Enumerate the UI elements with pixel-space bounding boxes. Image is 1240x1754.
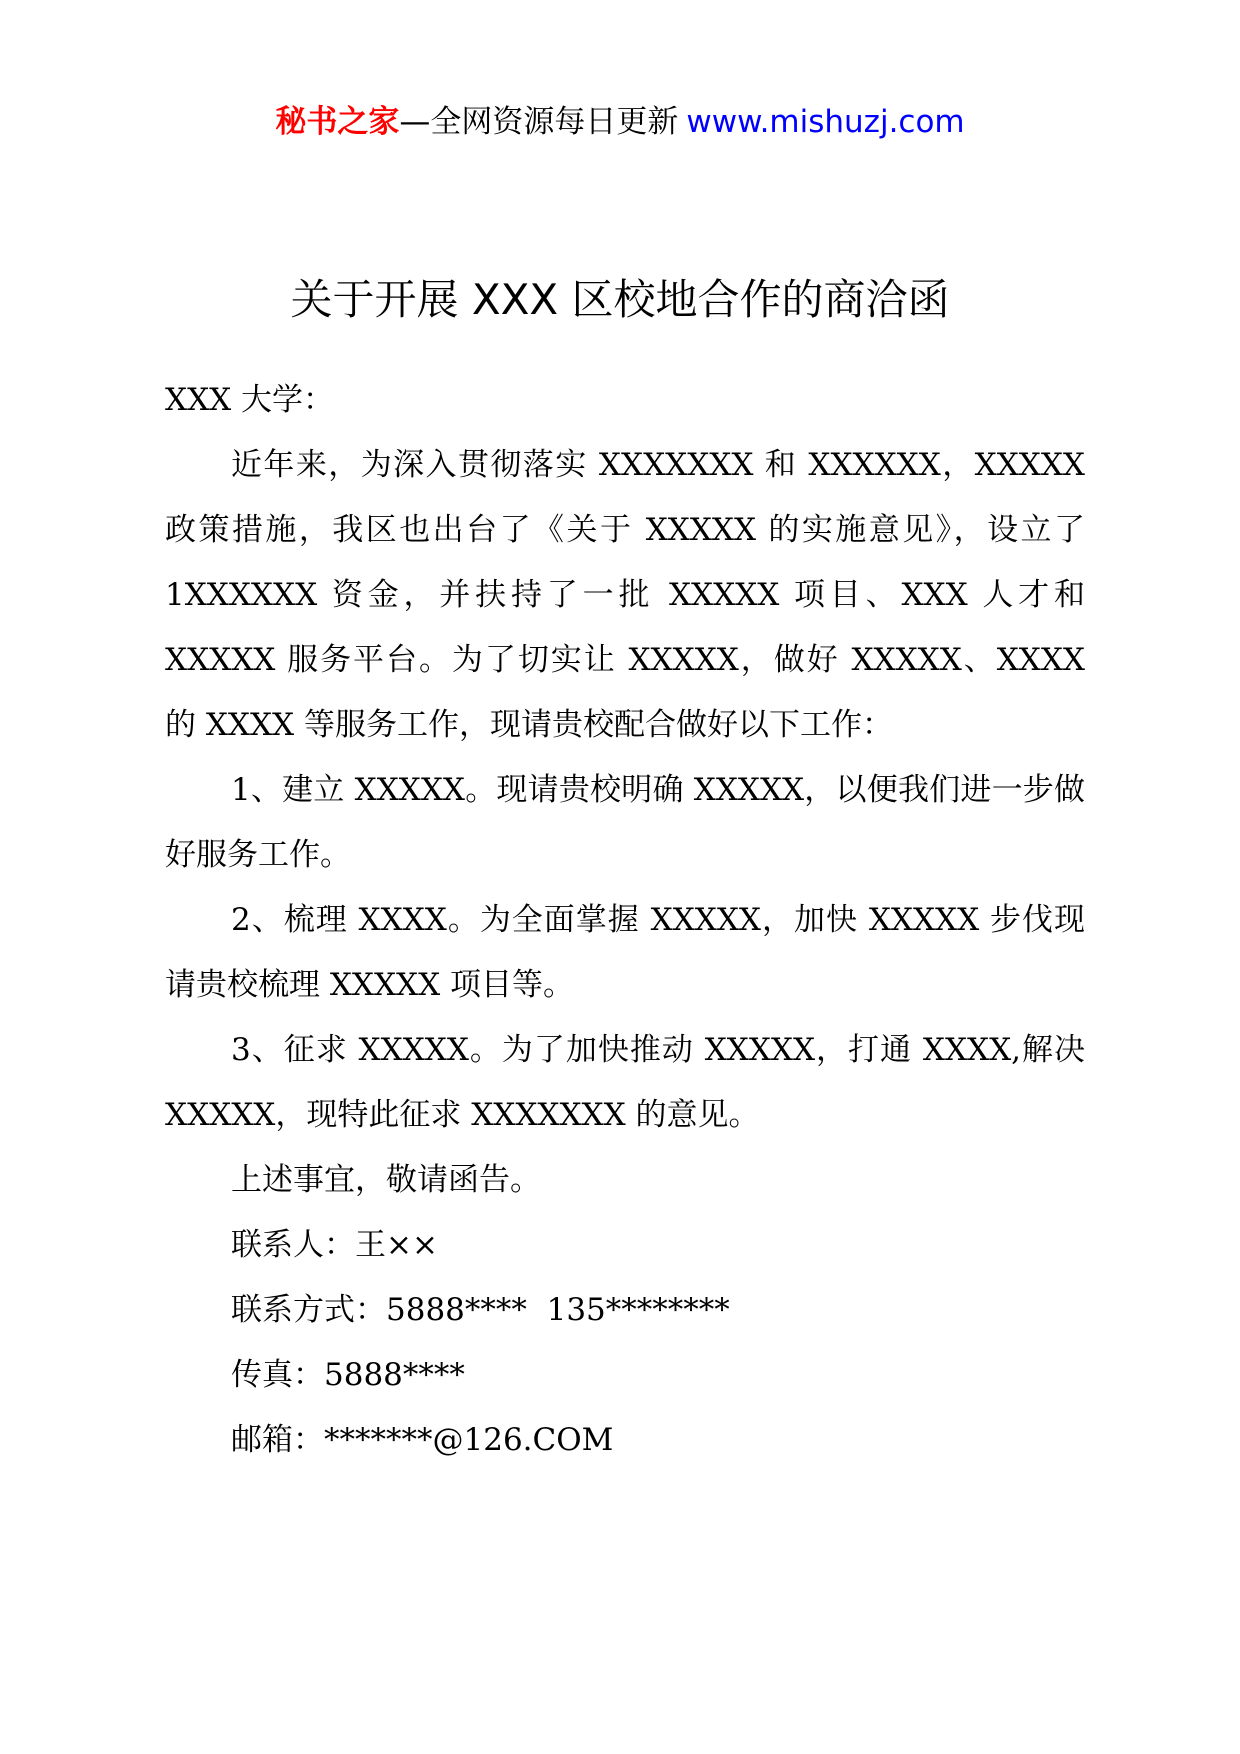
paragraph-item-1: 1、建立 XXXXX。现请贵校明确 XXXXX，以便我们进一步做好服务工作。	[165, 772, 1085, 873]
document-body	[165, 368, 1085, 1473]
salutation: XXX 大学：	[165, 382, 335, 418]
paragraph-item-3: 3、征求 XXXXX。为了加快推动 XXXXX，打通 XXXX,解决 XXXXX，现特此征求 XXXXXXX 的意见。	[165, 1032, 1085, 1133]
contact-phone: 联系方式：5888**** 135********	[231, 1292, 730, 1328]
document-title: 关于开展 XXX 区校地合作的商洽函	[290, 275, 950, 324]
site-url-link[interactable]: www.mishuzj.com	[686, 104, 965, 140]
header-tagline: —全网资源每日更新	[399, 104, 679, 140]
email-address: 邮箱：*******@126.COM	[231, 1422, 614, 1458]
paragraph-item-2: 2、梳理 XXXX。为全面掌握 XXXXX，加快 XXXXX 步伐现请贵校梳理 XXXXX 项目等。	[165, 902, 1085, 1003]
site-header	[0, 100, 1240, 144]
contact-person: 联系人：王××	[231, 1227, 438, 1263]
paragraph-closing: 上述事宜，敬请函告。	[231, 1162, 541, 1198]
brand-name: 秘书之家	[275, 104, 400, 140]
paragraph-intro: 近年来，为深入贯彻落实 XXXXXXX 和 XXXXXX，XXXXX 政策措施，我区也出台了《关于 XXXXX 的实施意见》，设立了 1XXXXXX 资金，并扶持了一批 XXXXX 项目、XXX 人才和 XXXXX 服务平台。为了切实让 XXXXX，做好 XXXXX、XXXX 的 XXXX 等服务工作，现请贵校配合做好以下工作：	[165, 447, 1085, 743]
fax-number: 传真：5888****	[231, 1357, 465, 1393]
